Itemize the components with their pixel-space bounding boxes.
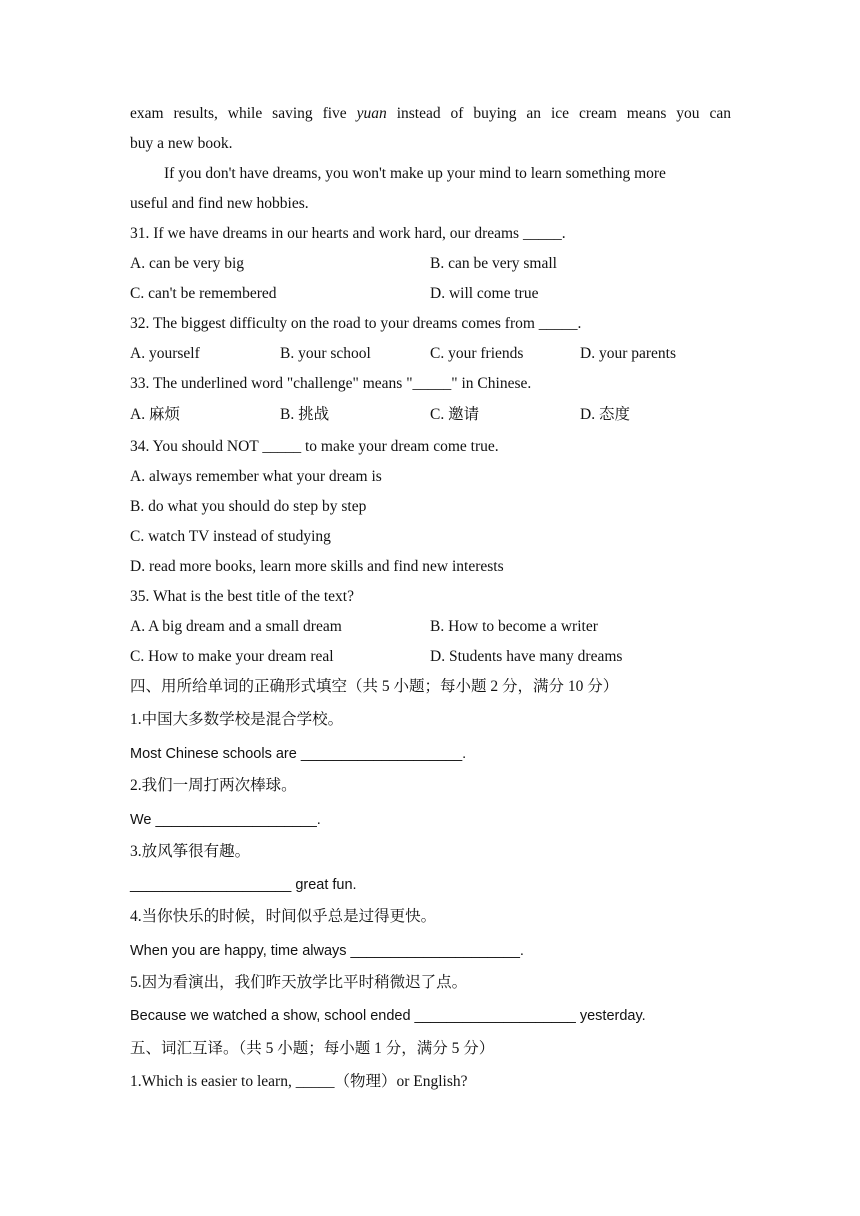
question-32-option-b: B. your school [280,345,371,362]
question-35-option-c: C. How to make your dream real [130,648,334,665]
question-35-stem: 35. What is the best title of the text? [130,588,354,605]
section-4-heading: 四、用所给单词的正确形式填空（共 5 小题；每小题 2 分，满分 10 分） [130,678,619,695]
question-34-option-a: A. always remember what your dream is [130,468,382,485]
passage-line-1 [130,104,731,124]
question-32-option-c: C. your friends [430,345,524,362]
section-4-item-1-chinese: 1.中国大多数学校是混合学校。 [130,711,344,728]
section-4-item-1-english: Most Chinese schools are ____________________. [130,746,467,762]
question-34-option-d: D. read more books, learn more skills and find new interests [130,558,504,575]
section-4-item-2-chinese: 2.我们一周打两次棒球。 [130,777,297,794]
section-5-item-1: 1.Which is easier to learn, _____（物理）or English? [130,1073,468,1090]
section-4-item-5-chinese: 5.因为看演出，我们昨天放学比平时稍微迟了点。 [130,974,468,991]
question-33-option-c: C. 邀请 [430,406,480,423]
passage-line-4: useful and find new hobbies. [130,195,309,212]
question-31-option-d: D. will come true [430,285,539,302]
question-32-option-a: A. yourself [130,345,200,362]
passage-italic-word: yuan [356,105,387,122]
question-35-option-a: A. A big dream and a small dream [130,618,342,635]
question-34-option-c: C. watch TV instead of studying [130,528,331,545]
section-4-item-3-english: ____________________ great fun. [130,877,357,893]
passage-text: instead of buying an ice cream means you can [386,105,731,122]
question-32-stem: 32. The biggest difficulty on the road to your dreams comes from _____. [130,315,582,332]
question-34-stem: 34. You should NOT _____ to make your dream come true. [130,438,499,455]
question-33-option-d: D. 态度 [580,406,630,423]
question-32-option-d: D. your parents [580,345,676,362]
question-31-option-c: C. can't be remembered [130,285,277,302]
passage-line-2: buy a new book. [130,135,233,152]
question-31-option-a: A. can be very big [130,255,245,272]
question-34-option-b: B. do what you should do step by step [130,498,367,515]
question-31-option-b: B. can be very small [430,255,557,272]
section-4-item-2-english: We ____________________. [130,812,321,828]
question-33-option-b: B. 挑战 [280,406,330,423]
section-4-item-3-chinese: 3.放风筝很有趣。 [130,843,251,860]
passage-line-3: If you don't have dreams, you won't make up your mind to learn something more [164,165,666,182]
section-4-item-5-english: Because we watched a show, school ended ____________________ yesterday. [130,1008,646,1024]
question-35-option-b: B. How to become a writer [430,618,598,635]
section-4-item-4-english: When you are happy, time always _____________________. [130,943,524,959]
section-4-item-4-chinese: 4.当你快乐的时候，时间似乎总是过得更快。 [130,908,437,925]
question-33-option-a: A. 麻烦 [130,406,180,423]
passage-text: exam results, while saving five [130,105,357,122]
question-31-stem: 31. If we have dreams in our hearts and work hard, our dreams _____. [130,225,566,242]
question-35-option-d: D. Students have many dreams [430,648,623,665]
question-33-stem: 33. The underlined word "challenge" means "_____" in Chinese. [130,375,532,392]
section-5-heading: 五、词汇互译。（共 5 小题；每小题 1 分，满分 5 分） [130,1040,495,1057]
